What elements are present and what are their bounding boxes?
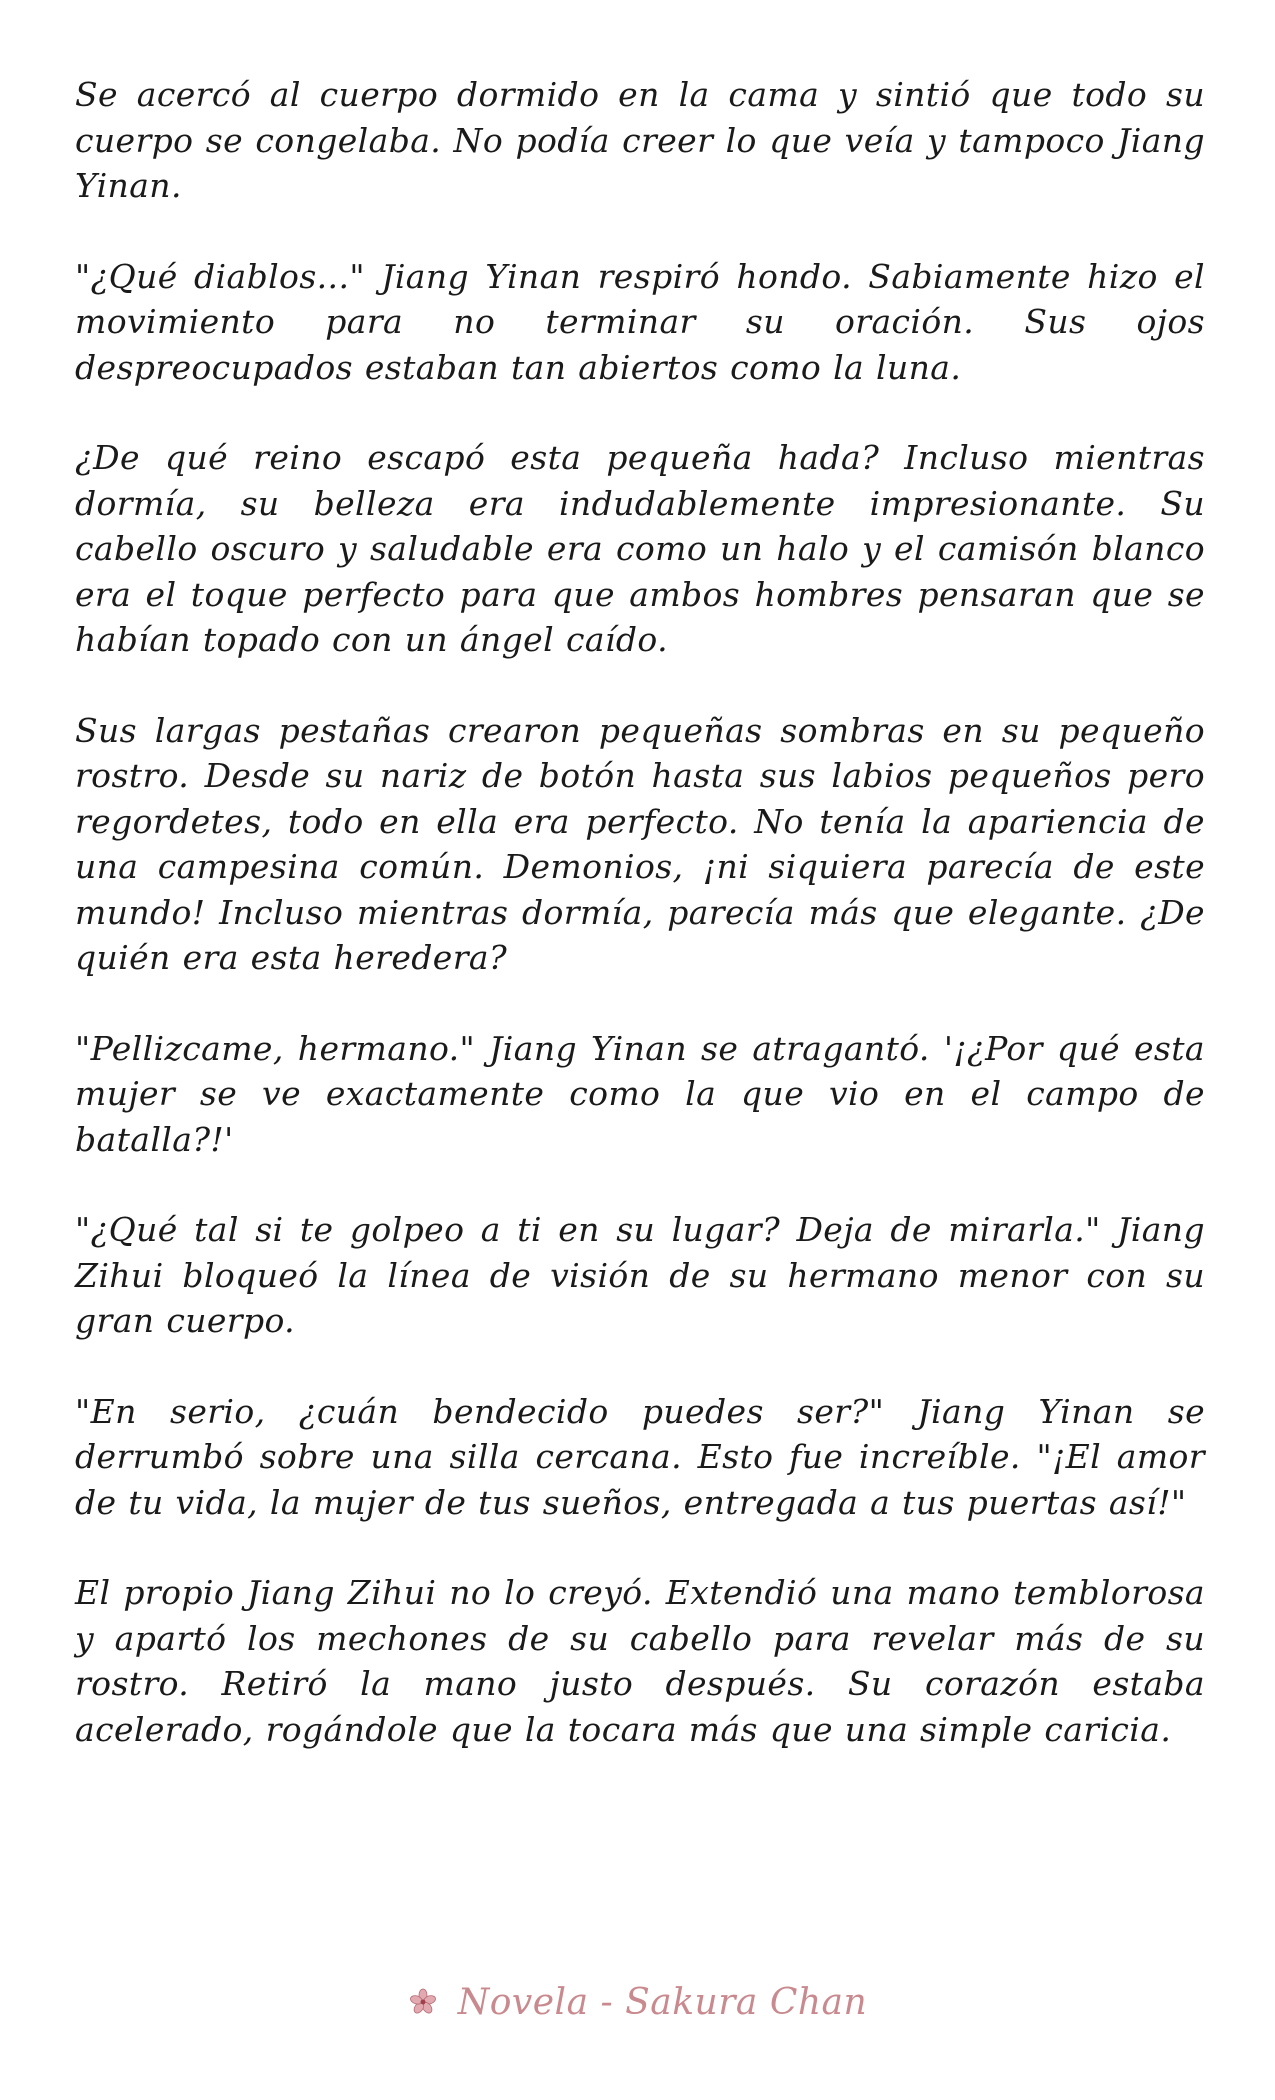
paragraph-5: "Pellizcame, hermano." Jiang Yinan se atragantó. '¡¿Por qué esta mujer se ve exactamente como la que vio en el campo de batalla?!' [75, 1028, 1205, 1159]
sakura-flower-icon [408, 1985, 438, 2026]
paragraph-8: El propio Jiang Zihui no lo creyó. Extendió una mano temblorosa y apartó los mechones de su cabello para revelar más de su rostro. Retiró la mano justo después. Su corazón estaba acelerado, rogándole que la tocara más que una simple caricia. [75, 1573, 1205, 1749]
paragraph-6: "¿Qué tal si te golpeo a ti en su lugar? Deja de mirarla." Jiang Zihui bloqueó la línea de visión de su hermano menor con su gran cuerpo. [75, 1210, 1205, 1340]
paragraph-7: "En serio, ¿cuán bendecido puedes ser?" Jiang Yinan se derrumbó sobre una silla cercana. Esto fue increíble. "¡El amor de tu vida, la mujer de tus sueños, entregada a tus puertas así!" [75, 1391, 1205, 1522]
paragraph-2: "¿Qué diablos..." Jiang Yinan respiró hondo. Sabiamente hizo el movimiento para no terminar su oración. Sus ojos despreocupados estaban tan abiertos como la luna. [75, 256, 1205, 387]
watermark-footer [0, 1982, 1275, 2026]
paragraph-3: ¿De qué reino escapó esta pequeña hada? Incluso mientras dormía, su belleza era indudablemente impresionante. Su cabello oscuro y saludable era como un halo y el camisón blanco era el toque perfecto para que ambos hombres pensaran que se habían topado con un ángel caído. [75, 438, 1205, 659]
paragraph-1: Se acercó al cuerpo dormido en la cama y sintió que todo su cuerpo se congelaba. No podía creer lo que veía y tampoco Jiang Yinan. [75, 75, 1205, 205]
footer-text: Novela - Sakura Chan [457, 1982, 868, 2023]
document-body [75, 72, 1205, 1797]
paragraph-4: Sus largas pestañas crearon pequeñas sombras en su pequeño rostro. Desde su nariz de botón hasta sus labios pequeños pero regordetes, todo en ella era perfecto. No tenía la apariencia de una campesina común. Demonios, ¡ni siquiera parecía de este mundo! Incluso mientras dormía, parecía más que elegante. ¿De quién era esta heredera? [75, 710, 1205, 977]
